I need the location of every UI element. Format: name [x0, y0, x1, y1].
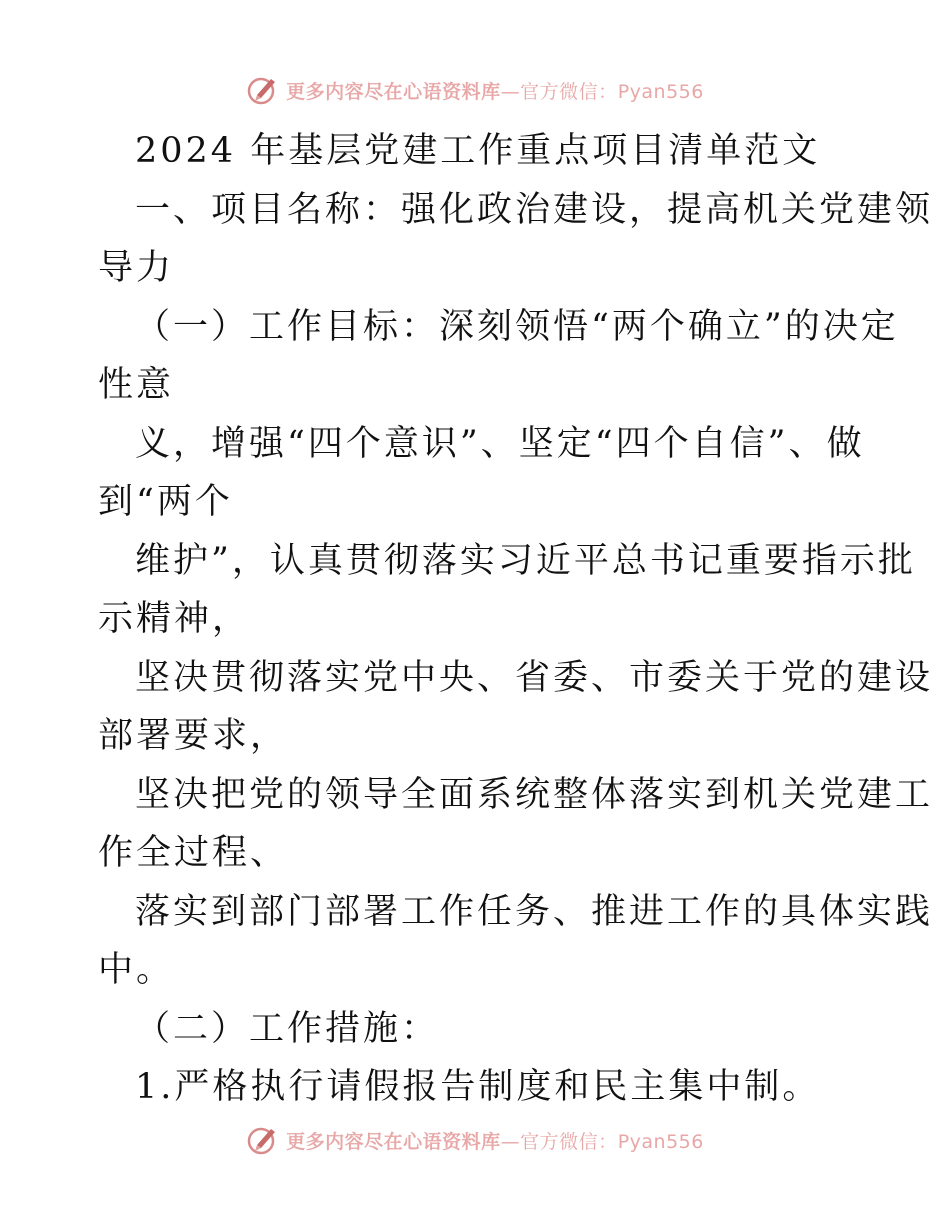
- paragraph-line: 导力: [98, 248, 175, 288]
- document-body: [98, 122, 934, 1117]
- paragraph-line: 性意: [98, 365, 175, 405]
- paragraph-line: 坚决贯彻落实党中央、省委、市委关于党的建设: [135, 657, 934, 698]
- paragraph-line: 作全过程、: [98, 833, 289, 873]
- paragraph-line: 落实到部门部署工作任务、推进工作的具体实践: [135, 891, 934, 932]
- paragraph-line: 示精神，: [98, 599, 251, 639]
- pen-logo-icon: [246, 1123, 280, 1157]
- section-heading: （二）工作措施：: [135, 1008, 440, 1049]
- paragraph-line: （一）工作目标：深刻领悟“两个确立”的决定: [135, 306, 899, 347]
- footer-watermark: [0, 1120, 950, 1160]
- paragraph-line: 中。: [98, 950, 175, 990]
- paragraph-line: 坚决把党的领导全面系统整体落实到机关党建工: [135, 774, 934, 815]
- list-item: 1.严格执行请假报告制度和民主集中制。: [135, 1067, 821, 1107]
- paragraph-line: 维护”，认真贯彻落实习近平总书记重要指示批: [135, 540, 916, 581]
- watermark-text: 更多内容尽在心语资料库—官方微信：Pyan556: [286, 80, 704, 103]
- document-title: 2024 年基层党建工作重点项目清单范文: [135, 131, 821, 171]
- pen-logo-icon: [246, 73, 280, 107]
- paragraph-line: 到“两个: [98, 482, 233, 522]
- paragraph-line: 义，增强“四个意识”、坚定“四个自信”、做: [135, 423, 865, 464]
- watermark-text: 更多内容尽在心语资料库—官方微信：Pyan556: [286, 1130, 704, 1153]
- header-watermark: [0, 70, 950, 110]
- paragraph-line: 一、项目名称：强化政治建设，提高机关党建领: [135, 189, 934, 230]
- paragraph-line: 部署要求，: [98, 716, 289, 756]
